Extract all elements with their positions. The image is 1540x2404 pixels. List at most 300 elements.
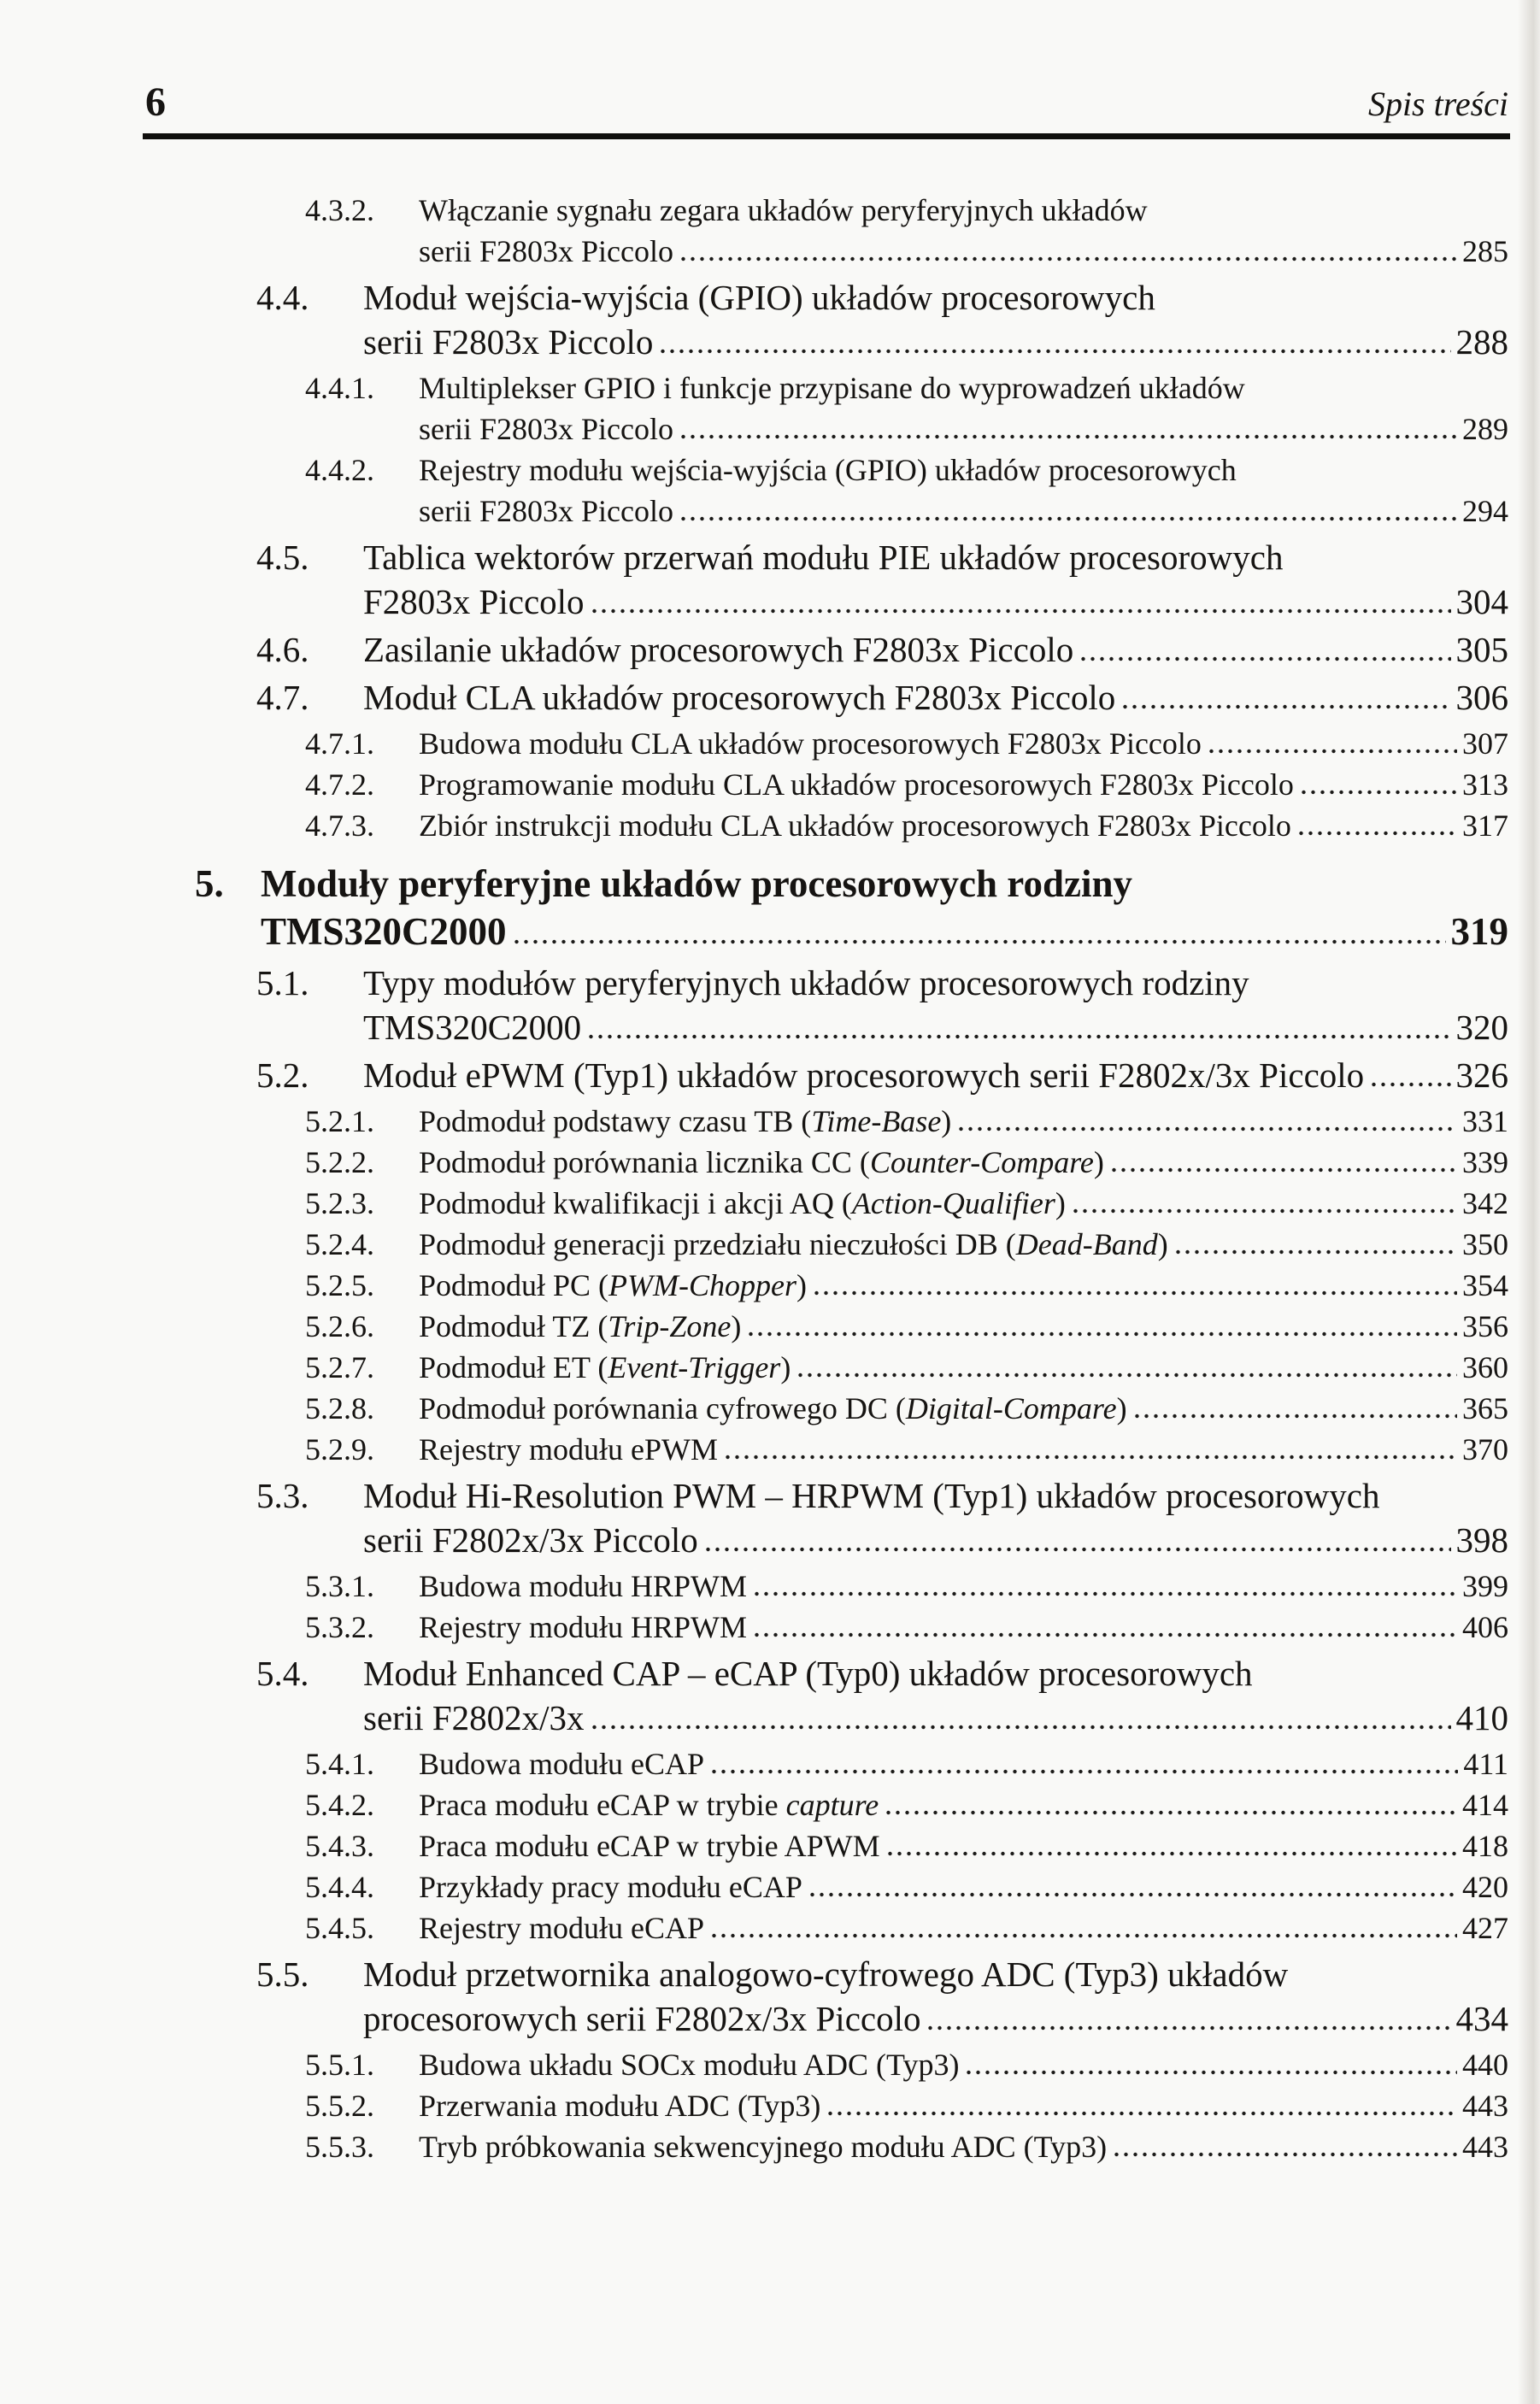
dot-leader xyxy=(810,1892,1457,1897)
toc-entry-line xyxy=(419,231,1508,272)
toc-entry-text-segment: serii F2803x Piccolo xyxy=(419,234,673,268)
toc-entry xyxy=(128,1101,1508,1142)
toc-entry xyxy=(128,764,1508,805)
toc-entry-line xyxy=(419,2126,1508,2167)
toc-entry-text-segment: Moduł przetwornika analogowo-cyfrowego ADC (Typ3) układów xyxy=(363,1954,1289,1994)
toc-entry-text xyxy=(363,675,1115,720)
toc-entry-line xyxy=(419,1907,1508,1948)
toc-entry-number: 5.2.3. xyxy=(305,1186,374,1220)
toc-entry-page: 305 xyxy=(1455,630,1508,669)
toc-entry-text xyxy=(419,805,1291,846)
toc-entry-text-segment: Rejestry modułu HRPWM xyxy=(419,1610,747,1644)
toc-entry-body xyxy=(419,1866,1508,1907)
toc-entry-text xyxy=(363,627,1073,672)
dot-leader xyxy=(712,1769,1458,1774)
toc-entry xyxy=(128,961,1508,1049)
toc-entry-text xyxy=(419,2044,959,2085)
toc-entry xyxy=(128,1784,1508,1825)
toc-entry-line xyxy=(419,450,1508,491)
toc-entry-text-italic: Dead-Band xyxy=(1015,1227,1158,1261)
toc-entry-text-segment: Podmoduł porównania cyfrowego DC ( xyxy=(419,1391,906,1425)
toc-entry-body xyxy=(363,1053,1508,1097)
toc-entry-line xyxy=(419,764,1508,805)
toc-entry-line xyxy=(363,1005,1508,1049)
toc-entry xyxy=(128,1866,1508,1907)
toc-entry-line xyxy=(419,805,1508,846)
toc-entry-text xyxy=(363,1696,585,1740)
toc-entry xyxy=(128,190,1508,272)
toc-entry-text xyxy=(419,1101,951,1142)
dot-leader xyxy=(1135,1414,1457,1419)
toc-entry-line xyxy=(363,535,1508,579)
toc-entry-page: 320 xyxy=(1455,1008,1508,1047)
toc-entry-text-segment: procesorowych serii F2802x/3x Piccolo xyxy=(363,1999,921,2038)
toc-entry-number: 5.4.5. xyxy=(305,1911,374,1945)
toc-entry-text xyxy=(419,1743,704,1784)
toc-entry-line xyxy=(419,1866,1508,1907)
toc-entry-page: 398 xyxy=(1455,1520,1508,1560)
toc-entry-text-segment: Budowa modułu eCAP xyxy=(419,1747,705,1781)
toc-entry xyxy=(128,805,1508,846)
toc-entry-text xyxy=(363,1473,1379,1518)
toc-entry-line xyxy=(363,275,1508,320)
toc-entry-number: 5.4.2. xyxy=(305,1788,374,1822)
toc-entry-text-italic: PWM-Chopper xyxy=(608,1268,797,1302)
toc-entry xyxy=(128,1388,1508,1429)
toc-entry-page: 414 xyxy=(1462,1788,1508,1822)
dot-leader xyxy=(814,1290,1457,1296)
page-header xyxy=(145,79,1508,126)
toc-entry xyxy=(128,1224,1508,1265)
toc-entry-text xyxy=(419,1306,741,1347)
toc-entry-number: 5.5.1. xyxy=(305,2048,374,2082)
toc-entry-number: 5.2.2. xyxy=(305,1145,374,1179)
toc-entry-number: 5. xyxy=(195,862,224,905)
dot-leader xyxy=(828,2111,1457,2116)
toc-entry-number: 5.5.3. xyxy=(305,2130,374,2164)
toc-entry-page: 399 xyxy=(1462,1569,1508,1603)
toc-entry-text xyxy=(363,1518,698,1562)
toc-entry-page: 418 xyxy=(1462,1829,1508,1863)
toc-entry-line xyxy=(419,409,1508,450)
toc-entry-page: 410 xyxy=(1455,1698,1508,1737)
dot-leader xyxy=(967,2070,1457,2075)
toc-entry-number: 5.2. xyxy=(256,1055,309,1095)
toc-entry-body xyxy=(363,675,1508,720)
toc-entry-line xyxy=(419,1607,1508,1648)
toc-entry-text-segment: Moduł Hi-Resolution PWM – HRPWM (Typ1) układów procesorowych xyxy=(363,1476,1380,1515)
toc-entry-text-segment: TMS320C2000 xyxy=(261,910,507,953)
toc-entry-page: 370 xyxy=(1462,1432,1508,1466)
toc-entry-text-segment: ) xyxy=(1055,1186,1066,1220)
toc-entry-text-segment: Podmoduł TZ ( xyxy=(419,1309,608,1343)
toc-entry-number: 5.3. xyxy=(256,1476,309,1515)
toc-entry-number: 4.4.2. xyxy=(305,453,374,487)
toc-entry-number: 5.2.5. xyxy=(305,1268,374,1302)
toc-entry-body xyxy=(419,1907,1508,1948)
toc-entry-text xyxy=(363,1651,1253,1696)
toc-entry-body xyxy=(419,2044,1508,2085)
toc-entry xyxy=(128,535,1508,624)
toc-list xyxy=(128,190,1508,2167)
toc-entry-text-segment: Podmoduł ET ( xyxy=(419,1350,608,1384)
toc-entry-body xyxy=(419,1429,1508,1470)
toc-entry-text xyxy=(419,1388,1127,1429)
toc-entry-text-segment: Tablica wektorów przerwań modułu PIE układów procesorowych xyxy=(363,538,1284,577)
dot-leader xyxy=(1114,2152,1457,2157)
toc-entry-line xyxy=(419,1388,1508,1429)
toc-entry-number: 5.3.1. xyxy=(305,1569,374,1603)
toc-entry-page: 420 xyxy=(1462,1870,1508,1904)
toc-entry-text xyxy=(419,450,1237,491)
toc-entry-line xyxy=(363,961,1508,1005)
toc-entry-text-italic: Action-Qualifier xyxy=(851,1186,1055,1220)
toc-entry-number: 4.5. xyxy=(256,538,309,577)
toc-entry-line xyxy=(419,2085,1508,2126)
toc-entry-body xyxy=(419,1306,1508,1347)
toc-entry-text-segment: serii F2803x Piccolo xyxy=(363,322,654,361)
dot-leader xyxy=(798,1372,1457,1378)
toc-entry xyxy=(128,1306,1508,1347)
toc-entry xyxy=(128,1142,1508,1183)
toc-entry-text xyxy=(419,1907,704,1948)
toc-entry-number: 5.4. xyxy=(256,1654,309,1693)
dot-leader xyxy=(1073,1208,1457,1214)
toc-entry xyxy=(128,1743,1508,1784)
toc-entry-text xyxy=(419,1183,1066,1224)
toc-entry-text-segment: Rejestry modułu wejścia-wyjścia (GPIO) układów procesorowych xyxy=(419,453,1237,487)
header-rule xyxy=(143,133,1510,139)
dot-leader xyxy=(888,1851,1457,1856)
toc-entry-text xyxy=(363,1005,581,1049)
toc-entry xyxy=(128,1952,1508,2041)
toc-entry-number: 5.5. xyxy=(256,1954,309,1994)
toc-entry-text xyxy=(363,1053,1364,1097)
toc-entry-line xyxy=(363,1952,1508,1996)
toc-entry-text xyxy=(363,579,585,624)
dot-leader xyxy=(514,939,1446,944)
dot-leader xyxy=(755,1591,1457,1596)
toc-entry-text-segment: Multiplekser GPIO i funkcje przypisane do wyprowadzeń układów xyxy=(419,371,1245,405)
toc-entry-text-segment: Przykłady pracy modułu eCAP xyxy=(419,1870,802,1904)
toc-entry-text xyxy=(419,723,1202,764)
toc-entry-text-segment: Podmoduł porównania licznika CC ( xyxy=(419,1145,870,1179)
toc-entry xyxy=(128,2085,1508,2126)
toc-entry-text xyxy=(419,1224,1168,1265)
toc-entry-text-italic: Trip-Zone xyxy=(608,1309,732,1343)
dot-leader xyxy=(681,256,1457,262)
toc-entry-body xyxy=(419,1265,1508,1306)
dot-leader xyxy=(1209,749,1457,754)
toc-entry-number: 5.4.3. xyxy=(305,1829,374,1863)
dot-leader xyxy=(749,1331,1457,1337)
toc-entry-text-segment: serii F2802x/3x Piccolo xyxy=(363,1520,698,1560)
toc-entry-text xyxy=(419,2085,820,2126)
toc-entry-text xyxy=(363,320,653,364)
toc-entry-text-segment: ) xyxy=(1157,1227,1168,1261)
toc-entry-text-segment: ) xyxy=(796,1268,808,1302)
dot-leader xyxy=(1081,656,1450,661)
toc-entry-line xyxy=(363,1053,1508,1097)
dot-leader xyxy=(1176,1249,1457,1255)
toc-entry xyxy=(128,1566,1508,1607)
toc-entry-number: 5.4.1. xyxy=(305,1747,374,1781)
toc-entry-body xyxy=(419,1825,1508,1866)
toc-entry-text xyxy=(419,491,673,532)
dot-leader xyxy=(1302,790,1457,795)
toc-entry-body xyxy=(363,1651,1508,1740)
toc-entry-body xyxy=(419,1183,1508,1224)
toc-entry xyxy=(128,1429,1508,1470)
toc-entry-body xyxy=(419,723,1508,764)
toc-entry-text-segment: Moduły peryferyjne układów procesorowych rodziny xyxy=(261,862,1132,905)
toc-entry-text-segment: Włączanie sygnału zegara układów peryferyjnych układów xyxy=(419,193,1148,227)
toc-entry-text-segment: Budowa układu SOCx modułu ADC (Typ3) xyxy=(419,2048,960,2082)
toc-entry-line xyxy=(419,1224,1508,1265)
toc-entry-line xyxy=(419,1101,1508,1142)
toc-entry-text xyxy=(419,1566,747,1607)
toc-entry xyxy=(128,1183,1508,1224)
toc-entry-line xyxy=(419,1784,1508,1825)
toc-entry-text-italic: Time-Base xyxy=(811,1104,942,1138)
toc-entry-text xyxy=(419,1866,802,1907)
toc-entry-page: 288 xyxy=(1455,322,1508,361)
toc-entry-line xyxy=(419,1347,1508,1388)
toc-entry-text-segment: Budowa modułu HRPWM xyxy=(419,1569,748,1603)
toc-entry-line xyxy=(363,320,1508,364)
toc-entry-number: 5.2.1. xyxy=(305,1104,374,1138)
toc-entry-text-segment: Praca modułu eCAP w trybie xyxy=(419,1788,786,1822)
toc-entry-number: 5.2.9. xyxy=(305,1432,374,1466)
toc-entry xyxy=(128,367,1508,450)
toc-entry-number: 4.4.1. xyxy=(305,371,374,405)
toc-entry xyxy=(128,860,1508,955)
toc-entry-page: 434 xyxy=(1455,1999,1508,2038)
toc-entry-body xyxy=(419,1784,1508,1825)
toc-entry-page: 339 xyxy=(1462,1145,1508,1179)
toc-entry-number: 4.6. xyxy=(256,630,309,669)
dot-leader xyxy=(681,516,1457,521)
toc-entry-page: 365 xyxy=(1462,1391,1508,1425)
dot-leader xyxy=(928,2025,1450,2031)
toc-entry-page: 319 xyxy=(1450,910,1508,953)
dot-leader xyxy=(1112,1167,1457,1173)
toc-entry xyxy=(128,723,1508,764)
toc-entry-line xyxy=(363,675,1508,720)
toc-entry-page: 294 xyxy=(1462,494,1508,528)
toc-entry-page: 360 xyxy=(1462,1350,1508,1384)
dot-leader xyxy=(1372,1082,1450,1087)
toc-entry-text xyxy=(419,2126,1107,2167)
toc-entry-line xyxy=(419,1306,1508,1347)
dot-leader xyxy=(959,1126,1457,1131)
toc-entry-line xyxy=(363,627,1508,672)
toc-entry-body xyxy=(419,1347,1508,1388)
toc-entry-body xyxy=(419,1566,1508,1607)
toc-entry xyxy=(128,1651,1508,1740)
toc-entry-line xyxy=(419,1265,1508,1306)
toc-entry-text xyxy=(419,1825,880,1866)
toc-entry-line xyxy=(419,190,1508,231)
dot-leader xyxy=(1299,831,1457,836)
toc-entry-page: 427 xyxy=(1462,1911,1508,1945)
toc-entry-body xyxy=(363,1473,1508,1562)
toc-entry-number: 4.7.3. xyxy=(305,808,374,843)
toc-entry-line xyxy=(419,1429,1508,1470)
toc-entry-page: 326 xyxy=(1455,1055,1508,1095)
dot-leader xyxy=(681,434,1457,439)
toc-entry-text-segment: ) xyxy=(780,1350,791,1384)
toc-entry-line xyxy=(363,1996,1508,2041)
toc-entry-text-segment: ) xyxy=(731,1309,742,1343)
toc-entry-text-segment: Rejestry modułu eCAP xyxy=(419,1911,704,1945)
toc-entry-body xyxy=(419,805,1508,846)
toc-entry-number: 5.1. xyxy=(256,963,309,1002)
toc-entry-number: 5.2.8. xyxy=(305,1391,374,1425)
toc-entry-text xyxy=(419,1607,747,1648)
dot-leader xyxy=(592,608,1451,614)
toc-entry-number: 4.7.2. xyxy=(305,767,374,802)
toc-entry-text xyxy=(363,535,1283,579)
toc-entry-line xyxy=(363,1651,1508,1696)
toc-entry-text-segment: Podmoduł podstawy czasu TB ( xyxy=(419,1104,812,1138)
toc-entry-text-italic: Digital-Compare xyxy=(905,1391,1117,1425)
toc-entry-text xyxy=(363,1996,920,2041)
toc-entry-text-segment: Programowanie modułu CLA układów procesorowych F2803x Piccolo xyxy=(419,767,1294,802)
toc-entry-body xyxy=(419,1101,1508,1142)
dot-leader xyxy=(712,1933,1457,1938)
toc-entry-line xyxy=(419,1183,1508,1224)
toc-entry-text-segment: Zasilanie układów procesorowych F2803x Piccolo xyxy=(363,630,1074,669)
toc-entry-line xyxy=(363,1473,1508,1518)
toc-entry-body xyxy=(363,535,1508,624)
toc-entry-line xyxy=(419,2044,1508,2085)
dot-leader xyxy=(706,1547,1451,1552)
toc-entry xyxy=(128,1347,1508,1388)
toc-entry-page: 440 xyxy=(1462,2048,1508,2082)
toc-entry-text-segment: Podmoduł PC ( xyxy=(419,1268,609,1302)
toc-entry-page: 406 xyxy=(1462,1610,1508,1644)
toc-entry-line xyxy=(261,908,1508,955)
toc-entry-text xyxy=(419,764,1294,805)
toc-entry-page: 443 xyxy=(1462,2089,1508,2123)
toc-entry xyxy=(128,450,1508,532)
scan-edge-shadow xyxy=(1518,0,1540,2404)
toc-entry-number: 4.7.1. xyxy=(305,726,374,761)
toc-entry-text-segment: F2803x Piccolo xyxy=(363,582,585,621)
toc-entry-line xyxy=(419,1566,1508,1607)
toc-entry xyxy=(128,1265,1508,1306)
toc-entry-line xyxy=(419,1743,1508,1784)
toc-entry-text-segment: serii F2803x Piccolo xyxy=(419,412,673,446)
toc-entry-page: 307 xyxy=(1462,726,1508,761)
toc-entry-number: 5.4.4. xyxy=(305,1870,374,1904)
toc-entry xyxy=(128,1825,1508,1866)
toc-entry-number: 4.3.2. xyxy=(305,193,374,227)
toc-entry-body xyxy=(261,860,1508,955)
toc-entry-text-segment: Zbiór instrukcji modułu CLA układów procesorowych F2803x Piccolo xyxy=(419,808,1291,843)
toc-entry-text-segment: Moduł CLA układów procesorowych F2803x Piccolo xyxy=(363,678,1116,717)
toc-entry xyxy=(128,627,1508,672)
toc-entry-text-segment: Praca modułu eCAP w trybie APWM xyxy=(419,1829,880,1863)
toc-entry-text-italic: Counter-Compare xyxy=(869,1145,1094,1179)
toc-entry-text-segment: Budowa modułu CLA układów procesorowych F2803x Piccolo xyxy=(419,726,1202,761)
toc-entry-text-segment: ) xyxy=(1116,1391,1127,1425)
toc-entry-body xyxy=(419,2085,1508,2126)
toc-entry-text-segment: TMS320C2000 xyxy=(363,1008,582,1047)
toc-entry-text-segment: Moduł wejścia-wyjścia (GPIO) układów procesorowych xyxy=(363,278,1155,317)
toc-entry-text xyxy=(419,367,1245,409)
toc-entry-text-segment: Podmoduł kwalifikacji i akcji AQ ( xyxy=(419,1186,852,1220)
toc-entry-text xyxy=(261,908,507,955)
toc-entry xyxy=(128,1607,1508,1648)
toc-entry-text xyxy=(419,1142,1104,1183)
toc-entry-body xyxy=(419,1224,1508,1265)
toc-entry xyxy=(128,275,1508,364)
toc-entry-page: 350 xyxy=(1462,1227,1508,1261)
toc-entry-line xyxy=(419,1142,1508,1183)
toc-entry-number: 5.3.2. xyxy=(305,1610,374,1644)
toc-entry-page: 317 xyxy=(1462,808,1508,843)
toc-entry-text xyxy=(363,275,1155,320)
toc-entry-number: 5.2.7. xyxy=(305,1350,374,1384)
toc-entry-text-segment: serii F2803x Piccolo xyxy=(419,494,673,528)
toc-entry-number: 4.4. xyxy=(256,278,309,317)
toc-entry-text xyxy=(419,1784,879,1825)
toc-entry-page: 285 xyxy=(1462,234,1508,268)
toc-entry-text-italic: capture xyxy=(785,1788,879,1822)
toc-entry-text-segment: Moduł Enhanced CAP – eCAP (Typ0) układów procesorowych xyxy=(363,1654,1253,1693)
toc-entry-text xyxy=(419,1429,718,1470)
dot-leader xyxy=(1123,704,1450,709)
toc-entry-text-segment: Podmoduł generacji przedziału nieczułości DB ( xyxy=(419,1227,1016,1261)
dot-leader xyxy=(661,349,1450,354)
toc-entry-body xyxy=(419,764,1508,805)
toc-entry-body xyxy=(363,275,1508,364)
toc-entry-line xyxy=(261,860,1508,908)
toc-entry-page: 306 xyxy=(1455,678,1508,717)
toc-entry-text-segment: ) xyxy=(941,1104,952,1138)
dot-leader xyxy=(886,1810,1457,1815)
dot-leader xyxy=(726,1455,1457,1460)
running-title: Spis treści xyxy=(1367,85,1508,123)
toc-entry-page: 354 xyxy=(1462,1268,1508,1302)
toc-entry-line xyxy=(419,1825,1508,1866)
toc-entry-text-segment: Tryb próbkowania sekwencyjnego modułu ADC (Typ3) xyxy=(419,2130,1108,2164)
toc-entry-text-segment: Typy modułów peryferyjnych układów procesorowych rodziny xyxy=(363,963,1249,1002)
toc-entry xyxy=(128,675,1508,720)
toc-entry-page: 331 xyxy=(1462,1104,1508,1138)
toc-entry-text xyxy=(419,231,673,272)
toc-entry-text-segment: Moduł ePWM (Typ1) układów procesorowych serii F2802x/3x Piccolo xyxy=(363,1055,1365,1095)
toc-entry-body xyxy=(419,1743,1508,1784)
toc-entry-line xyxy=(363,1696,1508,1740)
toc-entry-body xyxy=(419,2126,1508,2167)
toc-entry-body xyxy=(419,1388,1508,1429)
toc-entry-text-italic: Event-Trigger xyxy=(608,1350,781,1384)
toc-entry-text xyxy=(419,1347,791,1388)
toc-entry xyxy=(128,1473,1508,1562)
toc-entry-page: 411 xyxy=(1463,1747,1508,1781)
dot-leader xyxy=(755,1632,1457,1637)
toc-entry-text xyxy=(419,1265,807,1306)
toc-entry-body xyxy=(363,961,1508,1049)
toc-entry-line xyxy=(363,579,1508,624)
toc-entry xyxy=(128,1907,1508,1948)
toc-entry-page: 304 xyxy=(1455,582,1508,621)
toc-entry-text-segment: ) xyxy=(1093,1145,1104,1179)
toc-entry-body xyxy=(419,1607,1508,1648)
